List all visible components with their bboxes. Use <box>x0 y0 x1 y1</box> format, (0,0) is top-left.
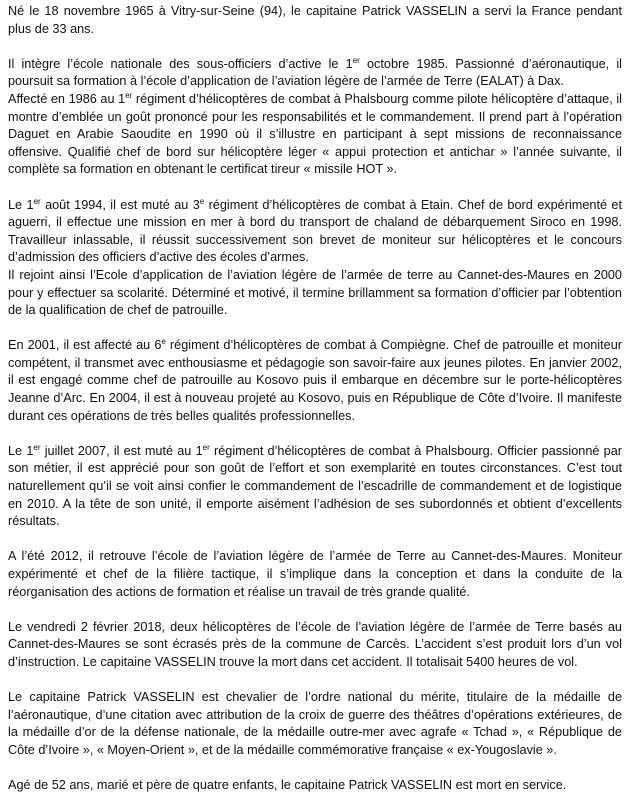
paragraph-decorations <box>8 689 622 759</box>
ordinal-suffix: er <box>33 442 41 452</box>
ordinal-suffix: e <box>161 337 166 347</box>
paragraph-phalsbourg <box>8 443 622 531</box>
ordinal-suffix: e <box>199 196 205 206</box>
text-segment: Affecté en 1986 au 1 <box>8 91 126 106</box>
paragraph-text: A l’été 2012, il retrouve l’école de l’aviation légère de l’armée de Terre au Cannet-des-Maures. Moniteur expérimenté et chef de la filière tactique, il s’implique dans la conception et dans la conduite de la réorganisation des actions de formation et réalise un travail de très grande qualité. <box>8 549 622 599</box>
paragraph-etain <box>8 197 622 320</box>
paragraph-text: Agé de 52 ans, marié et père de quatre enfants, le capitaine Patrick VASSELIN est mort en service. <box>8 778 567 793</box>
ordinal-suffix: er <box>33 196 41 206</box>
text-segment: Il intègre l’école nationale des sous-officiers d’active le 1 <box>8 56 353 71</box>
text-segment: Il rejoint ainsi l’Ecole d’application de l’aviation légère de l’armée de terre au Cannet-des-Maures en 2000 pour y effectuer sa scolarité. Déterminé et motivé, il termine brillamment sa formation d’officier par l’obtention de la qualification de chef de patrouille. <box>8 267 622 318</box>
paragraph-compiegne <box>8 337 622 425</box>
obituary-document <box>8 3 622 795</box>
ordinal-suffix: er <box>352 55 360 65</box>
paragraph-closing <box>8 777 622 795</box>
paragraph-text: Le vendredi 2 février 2018, deux hélicoptères de l’école de l’aviation légère de l’armée de Terre basés au Cannet-des-Maures se sont écrasés près de la commune de Carcès. L’accident s’est produit lors d’un vol d’instruction. Le capitaine VASSELIN trouve la mort dans cet accident. Il totalisait 5400 heures de vol. <box>8 619 622 669</box>
text-segment: régiment d’hélicoptères de combat à Phalsbourg comme pilote hélicoptère d’attaque, il montre d’emblée un goût prononcé pour les responsabilités et le commandement. Il prend part à l’opération Daguet en Arabie Saoudite en 1990 où il s’illustre en participant à sept missions de reconnaissance offensive. Qualifié chef de bord sur hélicoptère léger « appui protection et antichar » l’année suivante, il complète sa formation en obtenant le certificat tireur « missile HOT ». <box>8 91 622 177</box>
text-segment: octobre 1985. Passionné d’aéronautique, il poursuit sa formation à l’école d’application de l’aviation légère de l’armée de Terre (EALAT) à Dax. <box>8 56 622 89</box>
text-segment: Le 1 <box>8 197 34 212</box>
paragraph-text: Né le 18 novembre 1965 à Vitry-sur-Seine (94), le capitaine Patrick VASSELIN a servi la France pendant plus de 33 ans. <box>8 4 622 36</box>
text-segment: juillet 2007, il est muté au 1 <box>40 443 203 458</box>
text-segment: régiment d’hélicoptères de combat à Phalsbourg. Officier passionné par son métier, il est apprécié pour son goût de l’effort et son exemplarité en toutes circonstances. C’est tout naturellement qu’il se voit ainsi confier le commandement de l’escadrille de commandement et de logistique en 2010. A la tête de son unité, il emporte aisément l’adhésion de ses subordonnés et obtient d’excellents résultats. <box>8 443 622 529</box>
text-segment: régiment d’hélicoptères de combat à Compiègne. Chef de patrouille et moniteur compétent, il transmet avec enthousiasme et pédagogie son savoir-faire aux jeunes pilotes. En janvier 2002, il est engagé comme chef de patrouille au Kosovo puis il embarque en décembre sur le porte-hélicoptères Jeanne d’Arc. En 2004, il est à nouveau projeté au Kosovo, puis en République de Côte d’Ivoire. Il manifeste durant ces opérations de très belles qualités professionnelles. <box>8 338 622 423</box>
text-segment: Le 1 <box>8 443 34 458</box>
paragraph-birth <box>8 3 622 38</box>
paragraph-cannet <box>8 548 622 601</box>
text-segment: En 2001, il est affecté au 6 <box>8 338 162 353</box>
text-segment: régiment d’hélicoptères de combat à Etain. Chef de bord expérimenté et aguerri, il effectue une mission en mer à bord du transport de chaland de débarquement Siroco en 1998. Travailleur inlassable, il réussit successivement son brevet de moniteur sur hélicoptères et le concours d’admission des officiers d’active des écoles d’armes. <box>8 197 622 265</box>
ordinal-suffix: er <box>125 90 133 100</box>
text-segment: août 1994, il est muté au 3 <box>40 197 200 212</box>
paragraph-text: Le capitaine Patrick VASSELIN est chevalier de l’ordre national du mérite, titulaire de la médaille de l’aéronautique, d’une citation avec attribution de la croix de guerre des théâtres d’opérations extérieures, de la médaille d’or de la défense nationale, de la médaille outre-mer avec agrafe « Tchad », « République de Côte d’Ivoire », « Moyen-Orient », et de la médaille commémorative française « ex-Yougoslavie ». <box>8 690 622 757</box>
paragraph-accident <box>8 619 622 672</box>
paragraph-early-career <box>8 56 622 179</box>
ordinal-suffix: er <box>202 442 210 452</box>
